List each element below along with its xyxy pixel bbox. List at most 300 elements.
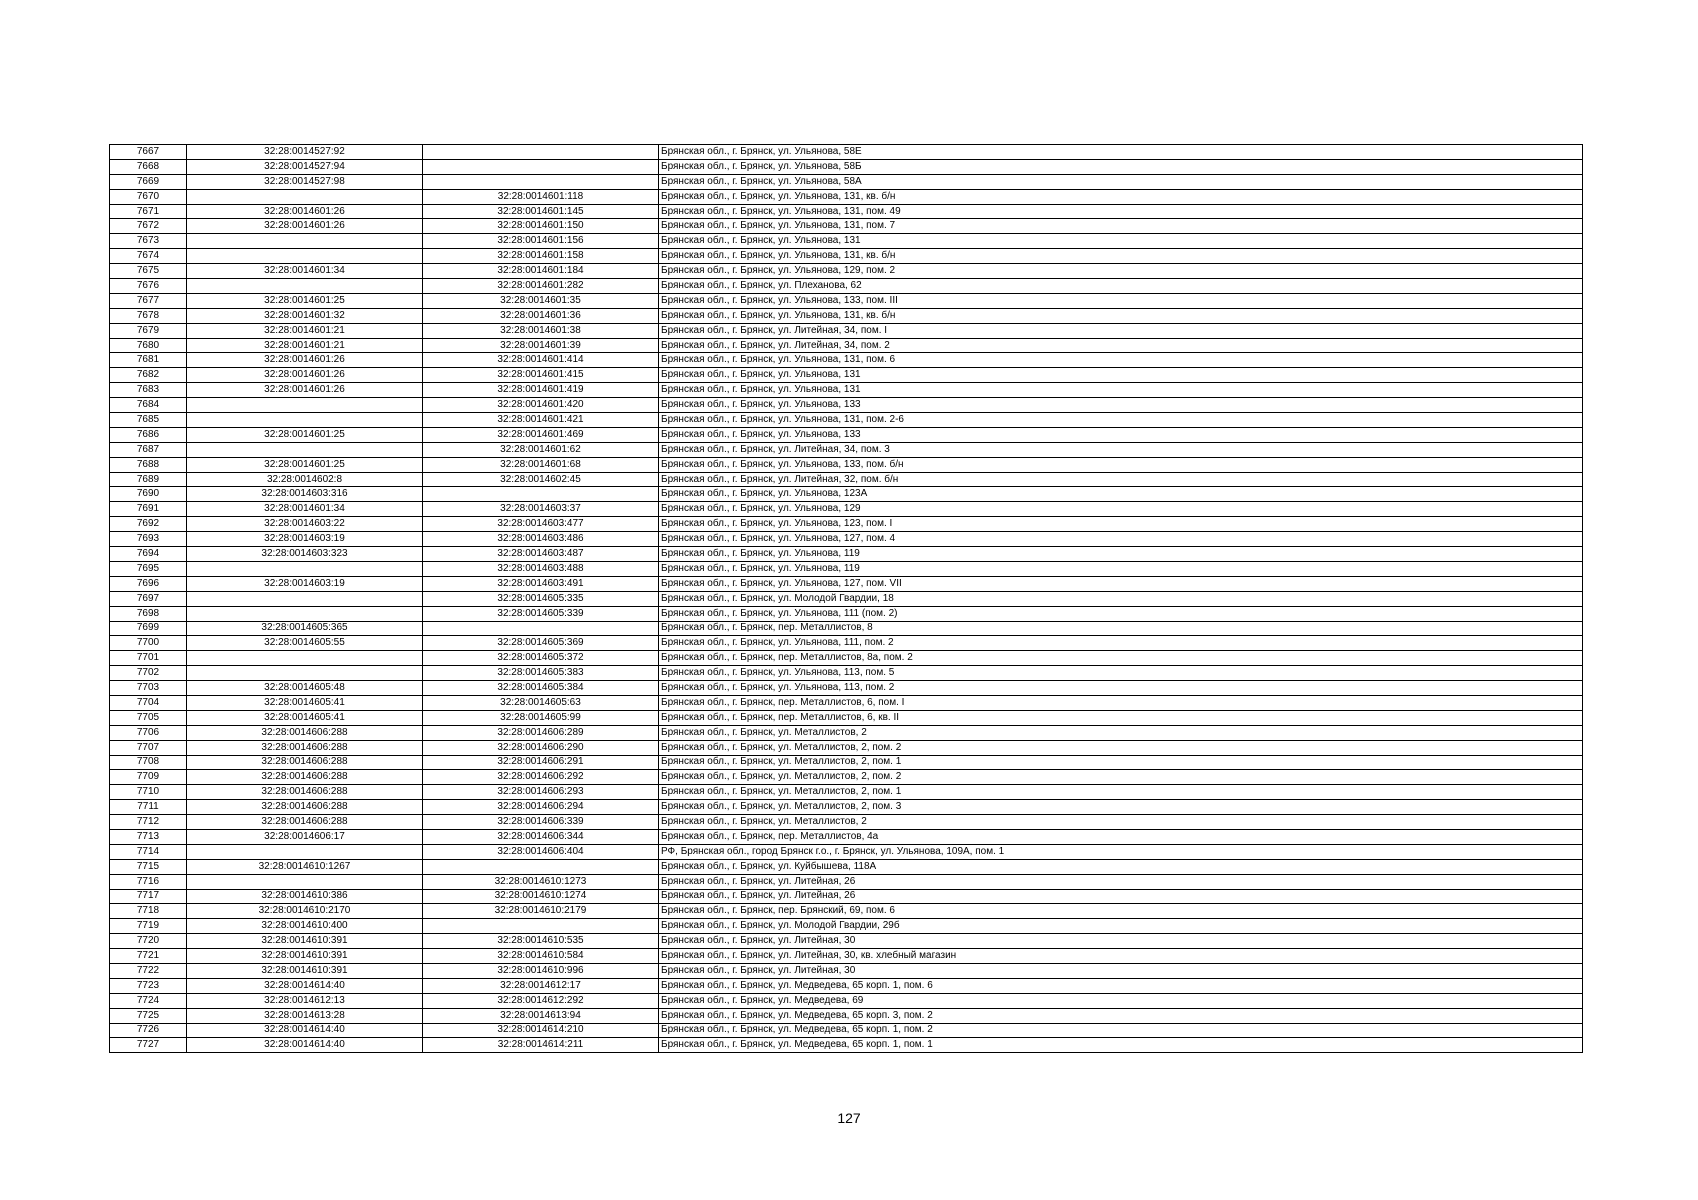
row-number-cell: 7668 — [110, 159, 187, 174]
row-number-cell: 7675 — [110, 264, 187, 279]
table-row — [110, 264, 1583, 279]
parcel-number-cell — [187, 442, 423, 457]
address-cell: Брянская обл., г. Брянск, ул. Ульянова, 123, пом. I — [659, 517, 1583, 532]
table-row — [110, 725, 1583, 740]
parcel-number-cell: 32:28:0014606:288 — [187, 815, 423, 830]
row-number-cell: 7727 — [110, 1038, 187, 1053]
address-cell: РФ, Брянская обл., город Брянск г.о., г. Брянск, ул. Ульянова, 109А, пом. 1 — [659, 844, 1583, 859]
parcel-number-cell: 32:28:0014606:288 — [187, 755, 423, 770]
table-row — [110, 829, 1583, 844]
table-row — [110, 770, 1583, 785]
parcel-number-cell: 32:28:0014601:34 — [187, 502, 423, 517]
address-cell: Брянская обл., г. Брянск, ул. Ульянова, 58Е — [659, 145, 1583, 160]
address-cell: Брянская обл., г. Брянск, ул. Металлистов, 2, пом. 2 — [659, 770, 1583, 785]
parcel-number-cell: 32:28:0014605:365 — [187, 621, 423, 636]
address-cell: Брянская обл., г. Брянск, ул. Металлистов, 2, пом. 1 — [659, 785, 1583, 800]
registry-table — [109, 144, 1583, 1053]
parcel-number-cell — [187, 234, 423, 249]
table-row — [110, 532, 1583, 547]
table-row — [110, 740, 1583, 755]
address-cell: Брянская обл., г. Брянск, ул. Литейная, 34, пом. I — [659, 323, 1583, 338]
table-row — [110, 338, 1583, 353]
parcel-number-cell: 32:28:0014610:400 — [187, 919, 423, 934]
address-cell: Брянская обл., г. Брянск, ул. Ульянова, 123А — [659, 487, 1583, 502]
row-number-cell: 7712 — [110, 815, 187, 830]
parcel-number-cell: 32:28:0014605:48 — [187, 681, 423, 696]
row-number-cell: 7674 — [110, 249, 187, 264]
row-number-cell: 7698 — [110, 606, 187, 621]
parcel-number-cell: 32:28:0014610:386 — [187, 889, 423, 904]
parcel-number-cell — [187, 413, 423, 428]
object-number-cell: 32:28:0014601:35 — [423, 293, 659, 308]
parcel-number-cell — [187, 249, 423, 264]
row-number-cell: 7682 — [110, 368, 187, 383]
object-number-cell: 32:28:0014601:68 — [423, 457, 659, 472]
row-number-cell: 7699 — [110, 621, 187, 636]
address-cell: Брянская обл., г. Брянск, ул. Металлистов, 2 — [659, 725, 1583, 740]
address-cell: Брянская обл., г. Брянск, ул. Ульянова, 129, пом. 2 — [659, 264, 1583, 279]
table-row — [110, 1023, 1583, 1038]
address-cell: Брянская обл., г. Брянск, ул. Ульянова, 119 — [659, 547, 1583, 562]
object-number-cell: 32:28:0014603:486 — [423, 532, 659, 547]
parcel-number-cell: 32:28:0014605:41 — [187, 710, 423, 725]
address-cell: Брянская обл., г. Брянск, пер. Металлистов, 8а, пом. 2 — [659, 651, 1583, 666]
parcel-number-cell: 32:28:0014601:26 — [187, 353, 423, 368]
parcel-number-cell: 32:28:0014605:55 — [187, 636, 423, 651]
table-row — [110, 293, 1583, 308]
address-cell: Брянская обл., г. Брянск, ул. Ульянова, 119 — [659, 561, 1583, 576]
table-row — [110, 159, 1583, 174]
address-cell: Брянская обл., г. Брянск, ул. Куйбышева, 118А — [659, 859, 1583, 874]
row-number-cell: 7726 — [110, 1023, 187, 1038]
object-number-cell: 32:28:0014601:415 — [423, 368, 659, 383]
object-number-cell: 32:28:0014610:2179 — [423, 904, 659, 919]
table-row — [110, 249, 1583, 264]
table-row — [110, 234, 1583, 249]
address-cell: Брянская обл., г. Брянск, ул. Медведева, 65 корп. 1, пом. 1 — [659, 1038, 1583, 1053]
parcel-number-cell: 32:28:0014601:25 — [187, 427, 423, 442]
object-number-cell: 32:28:0014612:292 — [423, 993, 659, 1008]
address-cell: Брянская обл., г. Брянск, ул. Ульянова, 131, пом. 2-6 — [659, 413, 1583, 428]
object-number-cell — [423, 174, 659, 189]
parcel-number-cell: 32:28:0014603:323 — [187, 547, 423, 562]
table-row — [110, 174, 1583, 189]
address-cell: Брянская обл., г. Брянск, ул. Ульянова, 133 — [659, 398, 1583, 413]
address-cell: Брянская обл., г. Брянск, ул. Ульянова, 131 — [659, 368, 1583, 383]
parcel-number-cell: 32:28:0014605:41 — [187, 695, 423, 710]
parcel-number-cell: 32:28:0014606:288 — [187, 725, 423, 740]
address-cell: Брянская обл., г. Брянск, ул. Литейная, 26 — [659, 874, 1583, 889]
object-number-cell — [423, 621, 659, 636]
row-number-cell: 7685 — [110, 413, 187, 428]
address-cell: Брянская обл., г. Брянск, ул. Ульянова, 131, кв. б/н — [659, 249, 1583, 264]
address-cell: Брянская обл., г. Брянск, ул. Металлистов, 2, пом. 1 — [659, 755, 1583, 770]
object-number-cell: 32:28:0014610:1274 — [423, 889, 659, 904]
row-number-cell: 7693 — [110, 532, 187, 547]
table-row — [110, 457, 1583, 472]
table-row — [110, 636, 1583, 651]
parcel-number-cell: 32:28:0014610:1267 — [187, 859, 423, 874]
row-number-cell: 7720 — [110, 934, 187, 949]
row-number-cell: 7670 — [110, 189, 187, 204]
object-number-cell: 32:28:0014610:535 — [423, 934, 659, 949]
object-number-cell: 32:28:0014601:38 — [423, 323, 659, 338]
object-number-cell: 32:28:0014601:184 — [423, 264, 659, 279]
object-number-cell: 32:28:0014601:118 — [423, 189, 659, 204]
object-number-cell: 32:28:0014606:289 — [423, 725, 659, 740]
parcel-number-cell — [187, 874, 423, 889]
row-number-cell: 7724 — [110, 993, 187, 1008]
row-number-cell: 7701 — [110, 651, 187, 666]
address-cell: Брянская обл., г. Брянск, пер. Металлистов, 6, кв. II — [659, 710, 1583, 725]
row-number-cell: 7676 — [110, 279, 187, 294]
registry-table-body — [110, 145, 1583, 1053]
row-number-cell: 7725 — [110, 1008, 187, 1023]
object-number-cell: 32:28:0014610:996 — [423, 963, 659, 978]
table-row — [110, 978, 1583, 993]
row-number-cell: 7669 — [110, 174, 187, 189]
parcel-number-cell — [187, 606, 423, 621]
address-cell: Брянская обл., г. Брянск, ул. Ульянова, 111, пом. 2 — [659, 636, 1583, 651]
object-number-cell: 32:28:0014610:584 — [423, 949, 659, 964]
table-row — [110, 189, 1583, 204]
object-number-cell: 32:28:0014601:156 — [423, 234, 659, 249]
object-number-cell: 32:28:0014602:45 — [423, 472, 659, 487]
table-row — [110, 710, 1583, 725]
parcel-number-cell: 32:28:0014601:26 — [187, 219, 423, 234]
parcel-number-cell: 32:28:0014606:288 — [187, 740, 423, 755]
row-number-cell: 7672 — [110, 219, 187, 234]
parcel-number-cell: 32:28:0014610:391 — [187, 949, 423, 964]
parcel-number-cell: 32:28:0014601:25 — [187, 457, 423, 472]
row-number-cell: 7719 — [110, 919, 187, 934]
table-row — [110, 487, 1583, 502]
parcel-number-cell: 32:28:0014614:40 — [187, 978, 423, 993]
table-row — [110, 547, 1583, 562]
object-number-cell: 32:28:0014603:491 — [423, 576, 659, 591]
object-number-cell: 32:28:0014601:150 — [423, 219, 659, 234]
parcel-number-cell: 32:28:0014601:26 — [187, 383, 423, 398]
object-number-cell: 32:28:0014606:292 — [423, 770, 659, 785]
table-row — [110, 681, 1583, 696]
address-cell: Брянская обл., г. Брянск, ул. Ульянова, 111 (пом. 2) — [659, 606, 1583, 621]
table-row — [110, 383, 1583, 398]
object-number-cell: 32:28:0014606:291 — [423, 755, 659, 770]
table-row — [110, 606, 1583, 621]
row-number-cell: 7679 — [110, 323, 187, 338]
address-cell: Брянская обл., г. Брянск, ул. Литейная, 34, пом. 3 — [659, 442, 1583, 457]
row-number-cell: 7673 — [110, 234, 187, 249]
parcel-number-cell: 32:28:0014601:26 — [187, 204, 423, 219]
address-cell: Брянская обл., г. Брянск, ул. Ульянова, 131 — [659, 383, 1583, 398]
table-row — [110, 472, 1583, 487]
parcel-number-cell: 32:28:0014610:2170 — [187, 904, 423, 919]
address-cell: Брянская обл., г. Брянск, ул. Металлистов, 2 — [659, 815, 1583, 830]
object-number-cell: 32:28:0014605:383 — [423, 666, 659, 681]
object-number-cell: 32:28:0014614:211 — [423, 1038, 659, 1053]
row-number-cell: 7689 — [110, 472, 187, 487]
address-cell: Брянская обл., г. Брянск, ул. Молодой Гвардии, 18 — [659, 591, 1583, 606]
address-cell: Брянская обл., г. Брянск, ул. Ульянова, 133, пом. III — [659, 293, 1583, 308]
row-number-cell: 7722 — [110, 963, 187, 978]
object-number-cell: 32:28:0014605:63 — [423, 695, 659, 710]
parcel-number-cell: 32:28:0014527:94 — [187, 159, 423, 174]
address-cell: Брянская обл., г. Брянск, пер. Металлистов, 6, пом. I — [659, 695, 1583, 710]
parcel-number-cell: 32:28:0014602:8 — [187, 472, 423, 487]
table-row — [110, 963, 1583, 978]
address-cell: Брянская обл., г. Брянск, ул. Металлистов, 2, пом. 2 — [659, 740, 1583, 755]
row-number-cell: 7723 — [110, 978, 187, 993]
object-number-cell: 32:28:0014606:339 — [423, 815, 659, 830]
row-number-cell: 7695 — [110, 561, 187, 576]
address-cell: Брянская обл., г. Брянск, ул. Медведева, 69 — [659, 993, 1583, 1008]
parcel-number-cell: 32:28:0014606:288 — [187, 770, 423, 785]
address-cell: Брянская обл., г. Брянск, ул. Ульянова, 131, кв. б/н — [659, 189, 1583, 204]
address-cell: Брянская обл., г. Брянск, ул. Плеханова, 62 — [659, 279, 1583, 294]
row-number-cell: 7710 — [110, 785, 187, 800]
object-number-cell: 32:28:0014601:62 — [423, 442, 659, 457]
address-cell: Брянская обл., г. Брянск, ул. Ульянова, 129 — [659, 502, 1583, 517]
address-cell: Брянская обл., г. Брянск, ул. Литейная, 26 — [659, 889, 1583, 904]
parcel-number-cell: 32:28:0014612:13 — [187, 993, 423, 1008]
row-number-cell: 7684 — [110, 398, 187, 413]
object-number-cell: 32:28:0014601:158 — [423, 249, 659, 264]
parcel-number-cell: 32:28:0014606:288 — [187, 785, 423, 800]
table-row — [110, 919, 1583, 934]
object-number-cell: 32:28:0014601:36 — [423, 308, 659, 323]
object-number-cell — [423, 919, 659, 934]
parcel-number-cell: 32:28:0014614:40 — [187, 1038, 423, 1053]
row-number-cell: 7713 — [110, 829, 187, 844]
row-number-cell: 7718 — [110, 904, 187, 919]
object-number-cell — [423, 487, 659, 502]
row-number-cell: 7697 — [110, 591, 187, 606]
table-row — [110, 219, 1583, 234]
object-number-cell: 32:28:0014605:372 — [423, 651, 659, 666]
table-row — [110, 815, 1583, 830]
object-number-cell — [423, 159, 659, 174]
parcel-number-cell: 32:28:0014603:19 — [187, 576, 423, 591]
object-number-cell: 32:28:0014605:99 — [423, 710, 659, 725]
row-number-cell: 7683 — [110, 383, 187, 398]
table-row — [110, 874, 1583, 889]
table-row — [110, 204, 1583, 219]
address-cell: Брянская обл., г. Брянск, пер. Металлистов, 4а — [659, 829, 1583, 844]
parcel-number-cell — [187, 189, 423, 204]
parcel-number-cell: 32:28:0014614:40 — [187, 1023, 423, 1038]
parcel-number-cell: 32:28:0014601:25 — [187, 293, 423, 308]
object-number-cell: 32:28:0014605:339 — [423, 606, 659, 621]
table-row — [110, 695, 1583, 710]
parcel-number-cell: 32:28:0014527:98 — [187, 174, 423, 189]
address-cell: Брянская обл., г. Брянск, ул. Литейная, 30 — [659, 963, 1583, 978]
row-number-cell: 7721 — [110, 949, 187, 964]
object-number-cell: 32:28:0014601:469 — [423, 427, 659, 442]
table-row — [110, 591, 1583, 606]
parcel-number-cell: 32:28:0014603:19 — [187, 532, 423, 547]
table-row — [110, 904, 1583, 919]
table-row — [110, 353, 1583, 368]
table-row — [110, 145, 1583, 160]
parcel-number-cell — [187, 561, 423, 576]
object-number-cell: 32:28:0014610:1273 — [423, 874, 659, 889]
row-number-cell: 7692 — [110, 517, 187, 532]
address-cell: Брянская обл., г. Брянск, ул. Ульянова, 58А — [659, 174, 1583, 189]
table-row — [110, 308, 1583, 323]
row-number-cell: 7686 — [110, 427, 187, 442]
row-number-cell: 7690 — [110, 487, 187, 502]
table-row — [110, 785, 1583, 800]
table-row — [110, 323, 1583, 338]
table-row — [110, 427, 1583, 442]
object-number-cell: 32:28:0014603:477 — [423, 517, 659, 532]
table-row — [110, 561, 1583, 576]
parcel-number-cell — [187, 398, 423, 413]
object-number-cell: 32:28:0014614:210 — [423, 1023, 659, 1038]
address-cell: Брянская обл., г. Брянск, ул. Литейная, 30 — [659, 934, 1583, 949]
table-row — [110, 844, 1583, 859]
row-number-cell: 7707 — [110, 740, 187, 755]
table-row — [110, 859, 1583, 874]
table-row — [110, 576, 1583, 591]
address-cell: Брянская обл., г. Брянск, ул. Ульянова, 131, пом. 49 — [659, 204, 1583, 219]
row-number-cell: 7702 — [110, 666, 187, 681]
parcel-number-cell: 32:28:0014610:391 — [187, 963, 423, 978]
parcel-number-cell — [187, 844, 423, 859]
row-number-cell: 7714 — [110, 844, 187, 859]
table-row — [110, 413, 1583, 428]
address-cell: Брянская обл., г. Брянск, ул. Ульянова, 133 — [659, 427, 1583, 442]
object-number-cell: 32:28:0014606:290 — [423, 740, 659, 755]
object-number-cell: 32:28:0014601:414 — [423, 353, 659, 368]
object-number-cell: 32:28:0014603:487 — [423, 547, 659, 562]
parcel-number-cell — [187, 651, 423, 666]
parcel-number-cell: 32:28:0014603:22 — [187, 517, 423, 532]
address-cell: Брянская обл., г. Брянск, ул. Ульянова, 131, пом. 6 — [659, 353, 1583, 368]
table-row — [110, 398, 1583, 413]
object-number-cell: 32:28:0014601:145 — [423, 204, 659, 219]
table-row — [110, 949, 1583, 964]
address-cell: Брянская обл., г. Брянск, ул. Ульянова, 133, пом. б/н — [659, 457, 1583, 472]
table-row — [110, 442, 1583, 457]
table-row — [110, 1038, 1583, 1053]
parcel-number-cell — [187, 591, 423, 606]
table-row — [110, 755, 1583, 770]
row-number-cell: 7677 — [110, 293, 187, 308]
address-cell: Брянская обл., г. Брянск, пер. Брянский, 69, пом. 6 — [659, 904, 1583, 919]
table-row — [110, 651, 1583, 666]
object-number-cell: 32:28:0014606:294 — [423, 800, 659, 815]
table-row — [110, 993, 1583, 1008]
object-number-cell: 32:28:0014603:37 — [423, 502, 659, 517]
object-number-cell: 32:28:0014606:404 — [423, 844, 659, 859]
row-number-cell: 7703 — [110, 681, 187, 696]
address-cell: Брянская обл., г. Брянск, ул. Медведева, 65 корп. 1, пом. 2 — [659, 1023, 1583, 1038]
row-number-cell: 7711 — [110, 800, 187, 815]
object-number-cell: 32:28:0014603:488 — [423, 561, 659, 576]
address-cell: Брянская обл., г. Брянск, ул. Литейная, 30, кв. хлебный магазин — [659, 949, 1583, 964]
address-cell: Брянская обл., г. Брянск, пер. Металлистов, 8 — [659, 621, 1583, 636]
row-number-cell: 7681 — [110, 353, 187, 368]
row-number-cell: 7716 — [110, 874, 187, 889]
page-number: 127 — [837, 1110, 861, 1126]
row-number-cell: 7694 — [110, 547, 187, 562]
parcel-number-cell: 32:28:0014601:32 — [187, 308, 423, 323]
table-row — [110, 621, 1583, 636]
address-cell: Брянская обл., г. Брянск, ул. Молодой Гвардии, 29б — [659, 919, 1583, 934]
parcel-number-cell — [187, 666, 423, 681]
row-number-cell: 7700 — [110, 636, 187, 651]
row-number-cell: 7667 — [110, 145, 187, 160]
object-number-cell: 32:28:0014605:369 — [423, 636, 659, 651]
object-number-cell: 32:28:0014613:94 — [423, 1008, 659, 1023]
parcel-number-cell — [187, 279, 423, 294]
address-cell: Брянская обл., г. Брянск, ул. Ульянова, 127, пом. 4 — [659, 532, 1583, 547]
row-number-cell: 7680 — [110, 338, 187, 353]
table-row — [110, 889, 1583, 904]
address-cell: Брянская обл., г. Брянск, ул. Металлистов, 2, пом. 3 — [659, 800, 1583, 815]
row-number-cell: 7706 — [110, 725, 187, 740]
table-row — [110, 368, 1583, 383]
table-row — [110, 502, 1583, 517]
parcel-number-cell: 32:28:0014606:288 — [187, 800, 423, 815]
parcel-number-cell: 32:28:0014603:316 — [187, 487, 423, 502]
address-cell: Брянская обл., г. Брянск, ул. Ульянова, 131, пом. 7 — [659, 219, 1583, 234]
address-cell: Брянская обл., г. Брянск, ул. Литейная, 32, пом. б/н — [659, 472, 1583, 487]
address-cell: Брянская обл., г. Брянск, ул. Литейная, 34, пом. 2 — [659, 338, 1583, 353]
table-row — [110, 934, 1583, 949]
row-number-cell: 7708 — [110, 755, 187, 770]
address-cell: Брянская обл., г. Брянск, ул. Ульянова, 113, пом. 2 — [659, 681, 1583, 696]
object-number-cell: 32:28:0014601:39 — [423, 338, 659, 353]
row-number-cell: 7717 — [110, 889, 187, 904]
row-number-cell: 7678 — [110, 308, 187, 323]
object-number-cell: 32:28:0014601:421 — [423, 413, 659, 428]
object-number-cell: 32:28:0014605:384 — [423, 681, 659, 696]
parcel-number-cell: 32:28:0014527:92 — [187, 145, 423, 160]
table-row — [110, 279, 1583, 294]
object-number-cell: 32:28:0014612:17 — [423, 978, 659, 993]
row-number-cell: 7671 — [110, 204, 187, 219]
table-row — [110, 517, 1583, 532]
object-number-cell — [423, 145, 659, 160]
parcel-number-cell: 32:28:0014601:26 — [187, 368, 423, 383]
object-number-cell: 32:28:0014601:419 — [423, 383, 659, 398]
table-row — [110, 800, 1583, 815]
object-number-cell: 32:28:0014601:282 — [423, 279, 659, 294]
object-number-cell: 32:28:0014606:344 — [423, 829, 659, 844]
object-number-cell: 32:28:0014601:420 — [423, 398, 659, 413]
parcel-number-cell: 32:28:0014606:17 — [187, 829, 423, 844]
address-cell: Брянская обл., г. Брянск, ул. Ульянова, 127, пом. VII — [659, 576, 1583, 591]
address-cell: Брянская обл., г. Брянск, ул. Ульянова, 131, кв. б/н — [659, 308, 1583, 323]
row-number-cell: 7705 — [110, 710, 187, 725]
row-number-cell: 7691 — [110, 502, 187, 517]
row-number-cell: 7715 — [110, 859, 187, 874]
table-row — [110, 666, 1583, 681]
parcel-number-cell: 32:28:0014601:34 — [187, 264, 423, 279]
parcel-number-cell: 32:28:0014613:28 — [187, 1008, 423, 1023]
parcel-number-cell: 32:28:0014601:21 — [187, 323, 423, 338]
address-cell: Брянская обл., г. Брянск, ул. Ульянова, 58Б — [659, 159, 1583, 174]
address-cell: Брянская обл., г. Брянск, ул. Медведева, 65 корп. 3, пом. 2 — [659, 1008, 1583, 1023]
object-number-cell: 32:28:0014605:335 — [423, 591, 659, 606]
row-number-cell: 7696 — [110, 576, 187, 591]
address-cell: Брянская обл., г. Брянск, ул. Ульянова, 113, пом. 5 — [659, 666, 1583, 681]
row-number-cell: 7687 — [110, 442, 187, 457]
address-cell: Брянская обл., г. Брянск, ул. Медведева, 65 корп. 1, пом. 6 — [659, 978, 1583, 993]
object-number-cell: 32:28:0014606:293 — [423, 785, 659, 800]
